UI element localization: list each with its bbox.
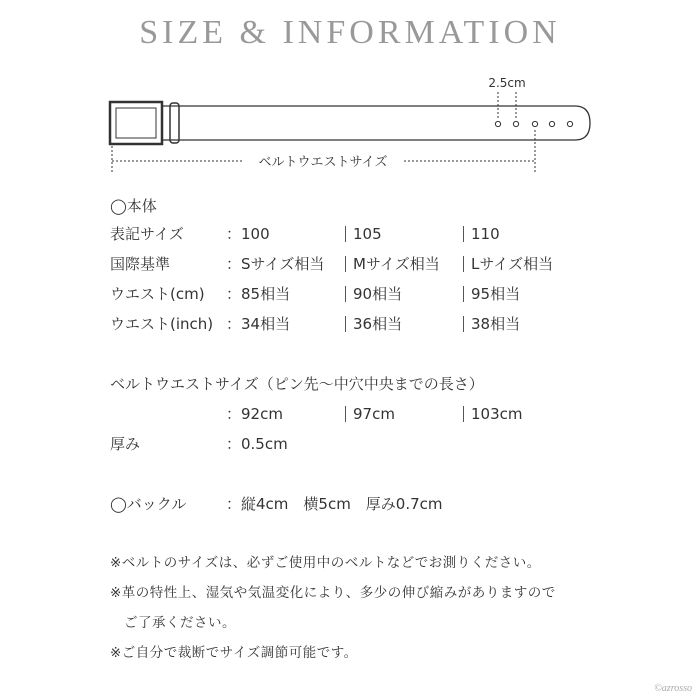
belt-hole <box>549 121 554 126</box>
divider <box>463 286 464 302</box>
row-value: 36相当 <box>353 315 403 333</box>
belt-loop <box>170 103 179 143</box>
belt-strap <box>162 106 590 140</box>
divider <box>345 406 346 422</box>
row-label: ウエスト(inch) <box>110 315 214 333</box>
body-heading: ◯本体 <box>110 197 157 215</box>
note-line: ※ベルトのサイズは、必ずご使用中のベルトなどでお測りください。 <box>110 555 541 571</box>
divider <box>463 226 464 242</box>
belt-hole <box>513 121 518 126</box>
row-value: ：34相当 <box>226 315 291 333</box>
divider <box>345 286 346 302</box>
divider <box>345 256 346 272</box>
row-value: 97cm <box>353 405 395 423</box>
note-line: ご了承ください。 <box>110 615 236 631</box>
row-value: ：85相当 <box>226 285 291 303</box>
note-line: ※革の特性上、湿気や気温変化により、多少の伸び縮みがありますので <box>110 585 556 601</box>
row-label: ◯バックル <box>110 495 187 513</box>
copyright: ©azrosso <box>654 683 692 694</box>
row-value: ：縦4cm 横5cm 厚み0.7cm <box>226 495 443 513</box>
belt-waist-heading: ベルトウエストサイズ（ピン先～中穴中央までの長さ） <box>110 375 484 393</box>
row-value: Lサイズ相当 <box>471 255 554 273</box>
row-value: ：100 <box>226 225 270 243</box>
waist-label: ベルトウエストサイズ <box>258 155 388 170</box>
row-value: 110 <box>471 225 500 243</box>
buckle-inner <box>116 108 156 138</box>
row-value: ：Sサイズ相当 <box>226 255 325 273</box>
belt-diagram <box>0 0 700 200</box>
divider <box>345 316 346 332</box>
row-value: Mサイズ相当 <box>353 255 440 273</box>
row-label: ウエスト(cm) <box>110 285 205 303</box>
row-label: 国際基準 <box>110 255 171 273</box>
row-label: 厚み <box>110 435 141 453</box>
row-value: 105 <box>353 225 382 243</box>
note-line: ※ご自分で裁断でサイズ調節可能です。 <box>110 645 358 661</box>
belt-hole <box>495 121 500 126</box>
belt-hole <box>532 121 537 126</box>
belt-hole <box>567 121 572 126</box>
row-value: 103cm <box>471 405 523 423</box>
row-label: 表記サイズ <box>110 225 184 243</box>
row-value: ：0.5cm <box>226 435 288 453</box>
row-value: ：92cm <box>226 405 283 423</box>
hole-spacing-label: 2.5cm <box>488 76 526 90</box>
divider <box>345 226 346 242</box>
divider <box>463 406 464 422</box>
row-value: 90相当 <box>353 285 403 303</box>
row-value: 95相当 <box>471 285 521 303</box>
divider <box>463 316 464 332</box>
page-title: SIZE & INFORMATION <box>139 14 561 51</box>
divider <box>463 256 464 272</box>
row-value: 38相当 <box>471 315 521 333</box>
